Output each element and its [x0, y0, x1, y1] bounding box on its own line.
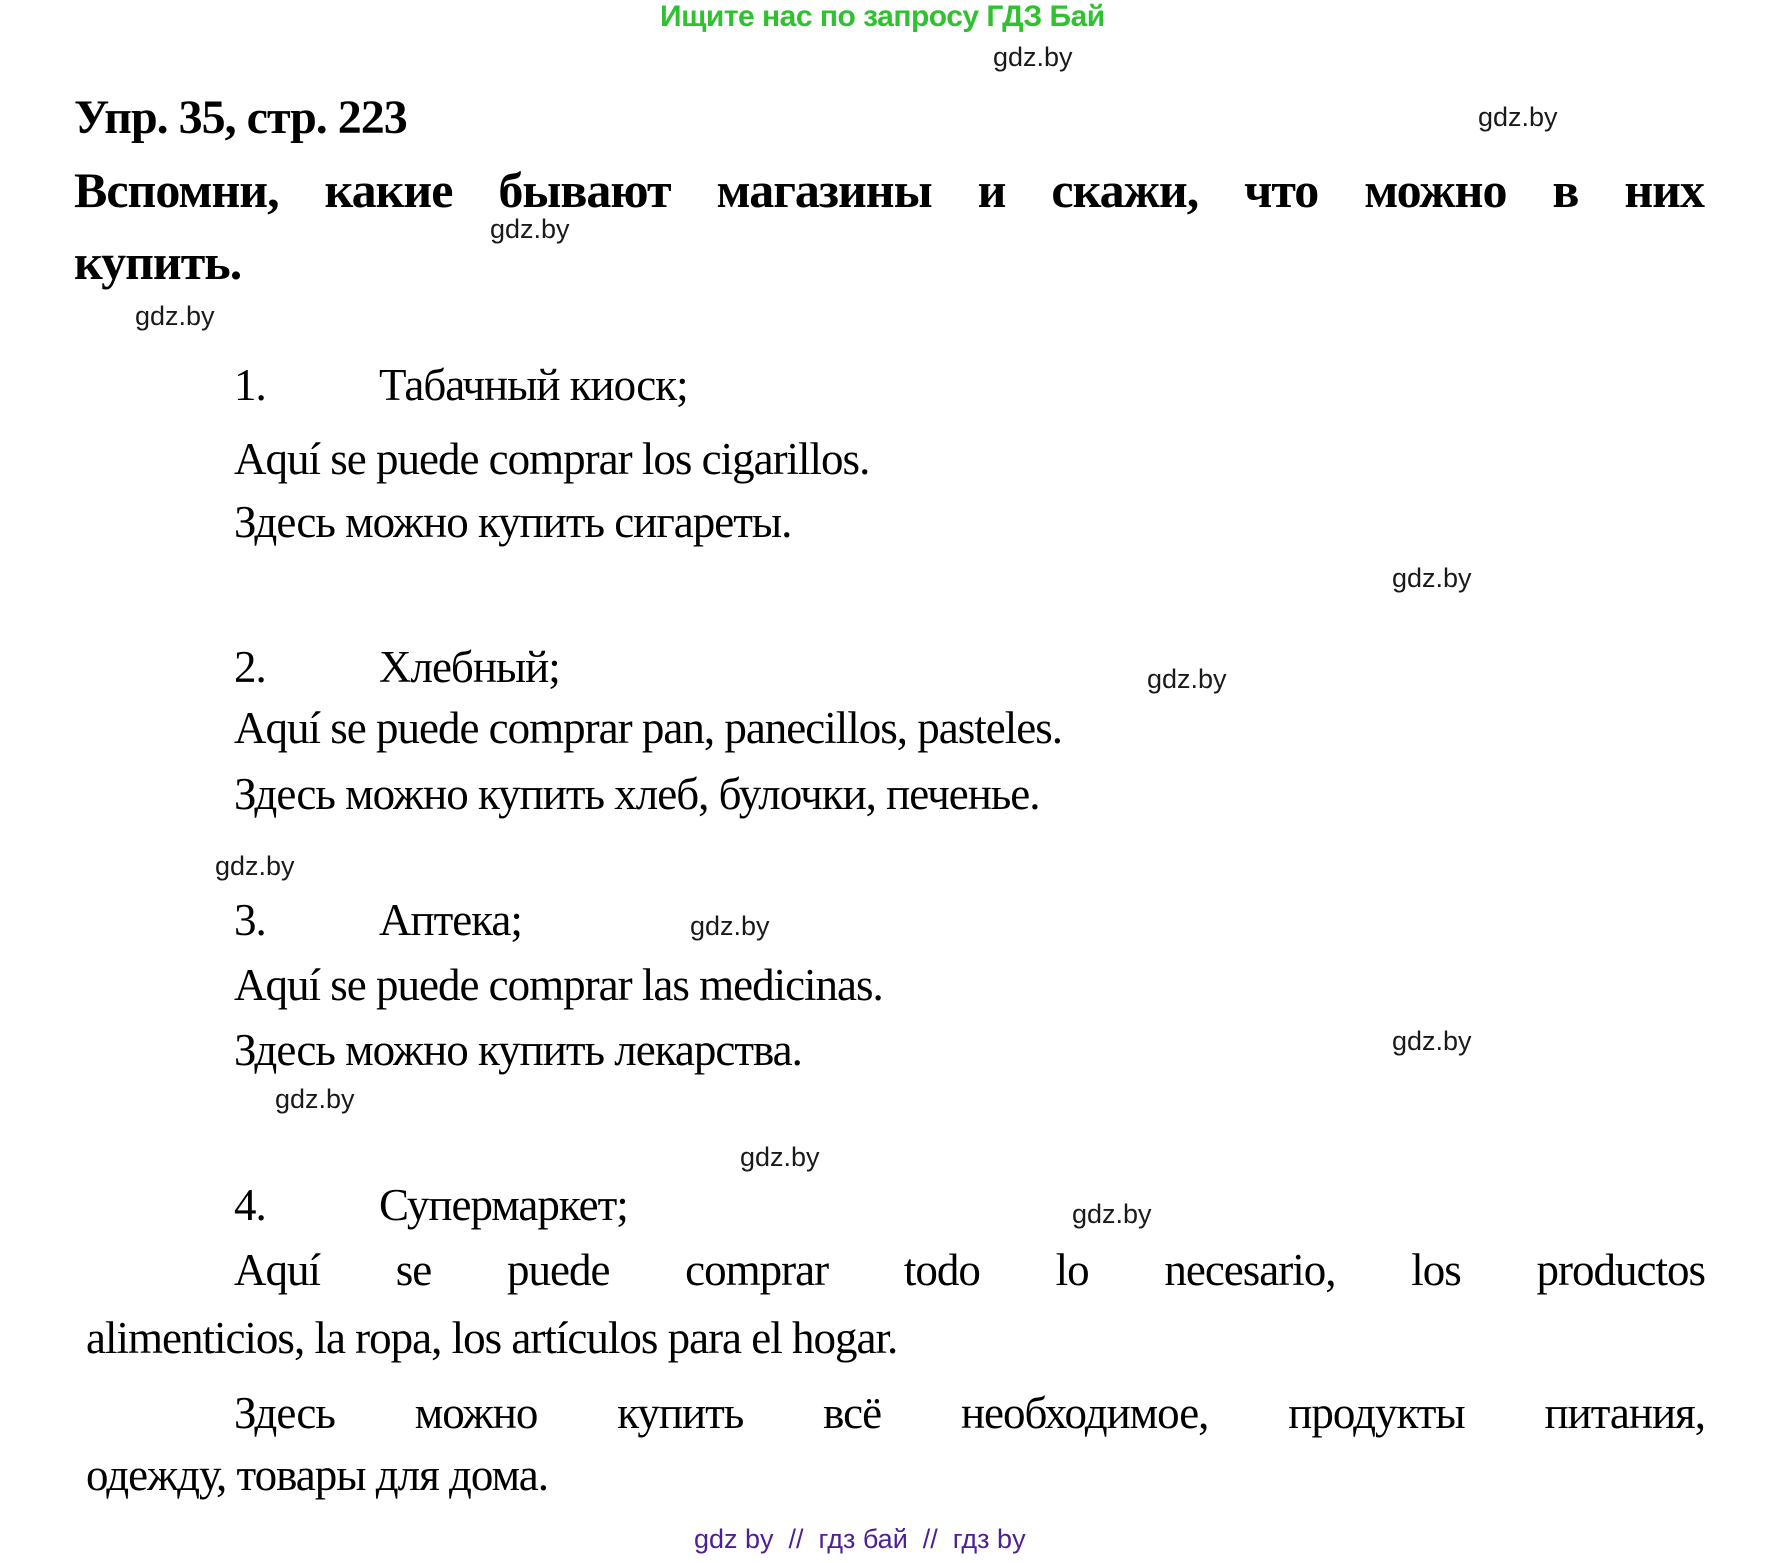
list-item-shop-name: Табачный киоск; [379, 360, 688, 410]
list-item-1-spanish: Aquí se puede comprar los cigarillos. [234, 434, 870, 484]
list-item-2-russian: Здесь можно купить хлеб, булочки, печенье. [234, 769, 1040, 819]
gdz-watermark: gdz.by [1147, 664, 1227, 694]
task-statement-line1: Вспомни, какие бывают магазины и скажи, что можно в них [74, 162, 1704, 218]
gdz-watermark: gdz.by [1072, 1199, 1152, 1229]
list-item-2-spanish: Aquí se puede comprar pan, panecillos, pasteles. [234, 703, 1062, 753]
gdz-watermark: gdz.by [1478, 102, 1558, 132]
promo-banner: Ищите нас по запросу ГДЗ Бай [660, 0, 1105, 33]
list-item-1-russian: Здесь можно купить сигареты. [234, 497, 792, 547]
list-item-shop-name: Аптека; [379, 895, 522, 945]
gdz-watermark: gdz.by [1392, 563, 1472, 593]
list-item-4-russian-line2: одежду, товары для дома. [86, 1450, 548, 1500]
gdz-watermark: gdz.by [993, 42, 1073, 72]
list-item-4-spanish-line2: alimenticios, la ropa, los artículos para el hogar. [86, 1313, 898, 1363]
task-statement-line2: купить. [74, 234, 242, 290]
gdz-watermark: gdz.by [740, 1142, 820, 1172]
list-item-4-russian-line1: Здесь можно купить всё необходимое, продукты питания, [234, 1388, 1705, 1438]
list-item-3-russian: Здесь можно купить лекарства. [234, 1025, 802, 1075]
gdz-watermark: gdz.by [135, 301, 215, 331]
list-item-3-spanish: Aquí se puede comprar las medicinas. [234, 960, 883, 1010]
gdz-watermark: gdz.by [690, 911, 770, 941]
list-item-2-heading [74, 641, 1704, 693]
list-item-shop-name: Хлебный; [379, 642, 560, 692]
list-item-number: 2. [234, 642, 266, 692]
gdz-watermark: gdz.by [1392, 1026, 1472, 1056]
page-title: Упр. 35, стр. 223 [74, 91, 407, 144]
list-item-4-spanish-line1: Aquí se puede comprar todo lo necesario, los productos [234, 1245, 1705, 1295]
gdz-watermark: gdz.by [490, 214, 570, 244]
gdz-watermark: gdz.by [275, 1084, 355, 1114]
list-item-number: 4. [234, 1180, 266, 1230]
list-item-3-heading [74, 894, 1704, 946]
list-item-shop-name: Супермаркет; [379, 1180, 628, 1230]
gdz-watermark: gdz.by [215, 851, 295, 881]
list-item-number: 3. [234, 895, 266, 945]
footer-links: gdz by // гдз бай // гдз by [694, 1524, 1026, 1554]
list-item-number: 1. [234, 360, 266, 410]
list-item-1-heading [74, 359, 1704, 411]
list-item-4-heading [74, 1179, 1704, 1231]
